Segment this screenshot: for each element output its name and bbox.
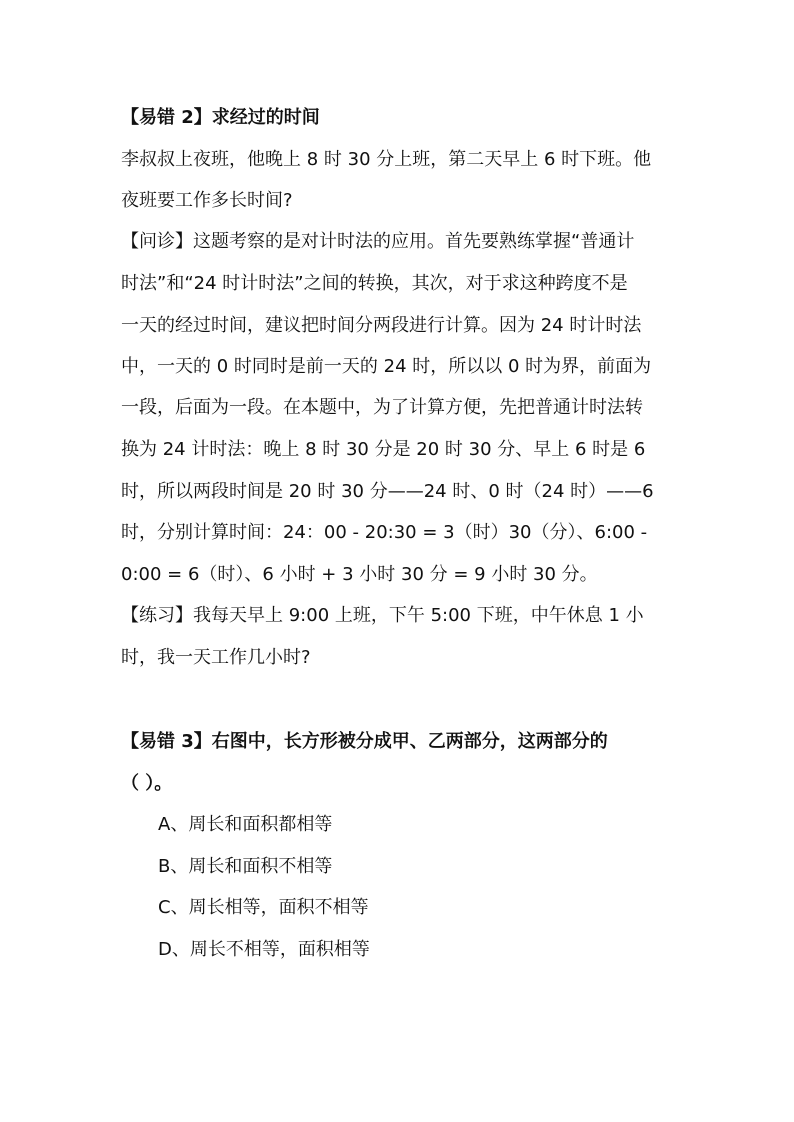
diagnosis-line-9: 0:00 = 6（时）、6 小时 + 3 小时 30 分 = 9 小时 30 分。 xyxy=(121,564,598,585)
diagnosis-line-6: 换为 24 计时法：晚上 8 时 30 分是 20 时 30 分、早上 6 时是 6 xyxy=(121,439,646,460)
diagnosis-line-1: 【问诊】这题考察的是对计时法的应用。首先要熟练掌握“普通计 xyxy=(121,231,635,252)
section2-question-line-1: 李叔叔上夜班，他晚上 8 时 30 分上班，第二天早上 6 时下班。他 xyxy=(121,149,652,170)
option-c: C、周长相等，面积不相等 xyxy=(158,897,369,918)
practice-line-1: 【练习】我每天早上 9:00 上班，下午 5:00 下班，中午休息 1 小 xyxy=(121,605,644,626)
diagnosis-line-2: 时法”和“24 时计时法”之间的转换，其次，对于求这种跨度不是 xyxy=(121,273,628,294)
option-b: B、周长和面积不相等 xyxy=(158,856,333,877)
practice-line-2: 时，我一天工作几小时? xyxy=(121,647,311,668)
diagnosis-line-5: 一段，后面为一段。在本题中，为了计算方便，先把普通计时法转 xyxy=(121,397,643,418)
option-a: A、周长和面积都相等 xyxy=(158,814,333,835)
section2-title: 【易错 2】求经过的时间 xyxy=(121,107,320,128)
section2-question-line-2: 夜班要工作多长时间? xyxy=(121,190,293,211)
diagnosis-line-3: 一天的经过时间，建议把时间分两段进行计算。因为 24 时计时法 xyxy=(121,315,642,336)
diagnosis-line-4: 中，一天的 0 时同时是前一天的 24 时，所以以 0 时为界，前面为 xyxy=(121,356,652,377)
section3-title-line-1: 【易错 3】右图中，长方形被分成甲、乙两部分，这两部分的 xyxy=(121,731,608,752)
section3-title-line-2: （ ）。 xyxy=(121,773,173,794)
diagnosis-line-7: 时，所以两段时间是 20 时 30 分——24 时、0 时（24 时）——6 xyxy=(121,481,654,502)
diagnosis-line-8: 时，分别计算时间：24：00 - 20:30 = 3（时）30（分）、6:00 - xyxy=(121,522,648,543)
option-d: D、周长不相等，面积相等 xyxy=(158,939,370,960)
